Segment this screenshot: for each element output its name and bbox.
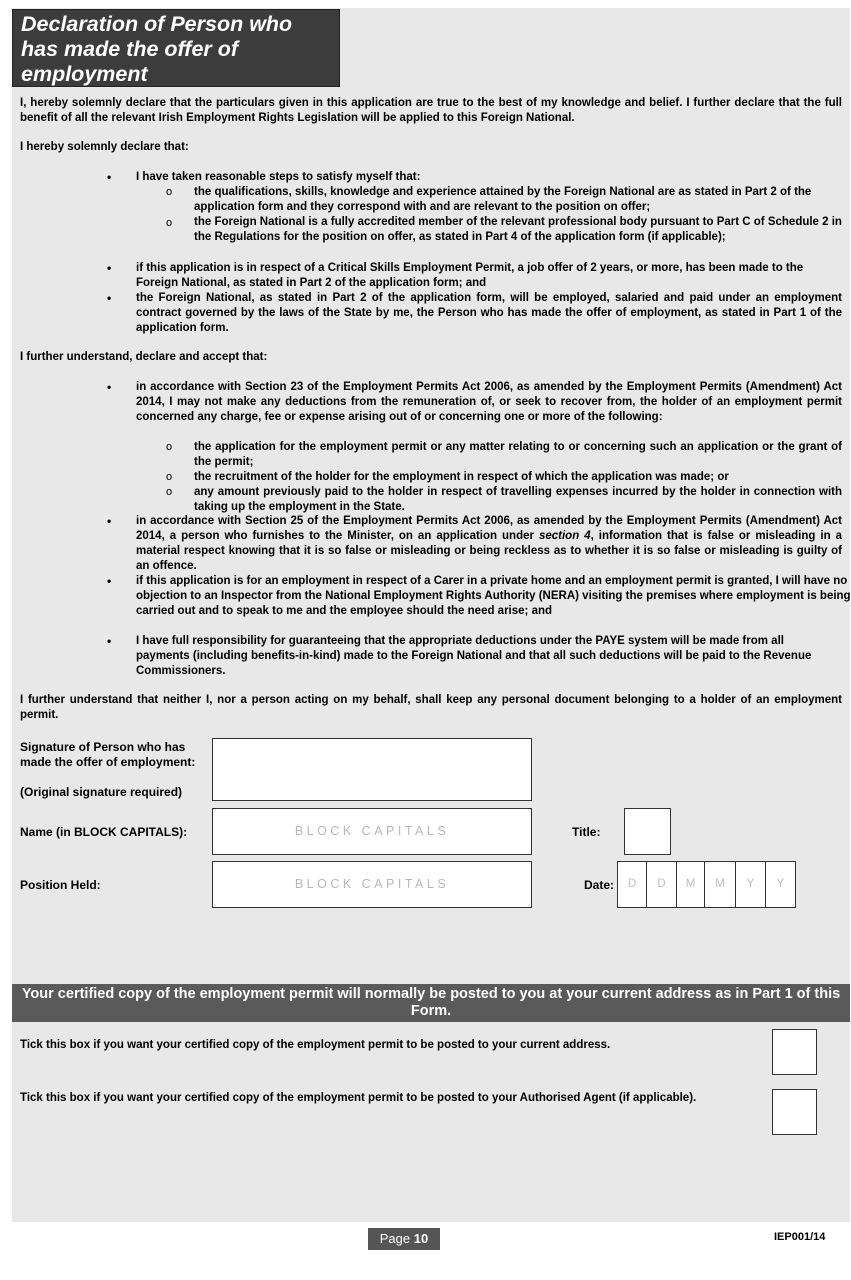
declare-item-3: the Foreign National, as stated in Part 2 of the application form, will be employed, salaried and paid under an employment contract governed by the laws of the State by me, the Person who has made the offer of employment, as stated in Part 1 of the application form.: [136, 292, 842, 334]
page-number-badge: [368, 1228, 440, 1250]
tick-current-address-label: Tick this box if you want your certified copy of the employment permit to be posted to your current address.: [20, 1039, 611, 1051]
form-code: IEP001/14: [774, 1231, 826, 1243]
signature-label: Signature of Person who has made the offer of employment:: [20, 740, 196, 769]
signature-field[interactable]: [212, 738, 532, 801]
intro-declaration: I, hereby solemnly declare that the particulars given in this application are true to the best of my knowledge and belief. I further declare that the full benefit of all the relevant Irish Employment Rights Legislation will be applied to this Foreign National.: [20, 97, 842, 124]
sub-bullet: o: [166, 471, 173, 483]
sub-bullet: o: [166, 486, 173, 498]
name-placeholder: BLOCK CAPITALS: [294, 824, 450, 838]
declare-heading: I hereby solemnly declare that:: [20, 141, 189, 153]
position-placeholder: BLOCK CAPITALS: [294, 877, 450, 891]
understand-item-4: I have full responsibility for guaranteeing that the appropriate deductions under the PAYE system will be made from all payments (including benefits-in-kind) made to the Foreign National and that all such deductions will be paid to the Revenue Commissioners.: [136, 635, 812, 677]
declare-subitem-2: the Foreign National is a fully accredited member of the relevant professional body pursuant to Part C of Schedule 2 in the Regulations for the position on offer, as stated in Part 4 of the application form (if applicable);: [194, 216, 842, 243]
understand-item-2-text-b: , information that is false or misleading in a material respect knowing that it is so false or misleading or being reckless as to whether it is so false or misleading is guilty of an offence.: [136, 530, 843, 572]
understand-item-2-text-a: in accordance with Section 25 of the Employment Permits Act 2006, as amended by the Employment Permits (Amendment) Act 2014, a person who furnishes to the Minister, on an application under: [136, 515, 842, 542]
signature-note: (Original signature required): [20, 785, 183, 799]
page-number: 10: [413, 1231, 429, 1246]
tick-current-address-checkbox[interactable]: [772, 1029, 817, 1075]
date-cell-month-1[interactable]: M: [676, 861, 705, 908]
page-word: Page: [379, 1231, 411, 1246]
name-field[interactable]: [212, 808, 532, 855]
declare-item-1: I have taken reasonable steps to satisfy myself that:: [136, 171, 421, 183]
declare-item-2: if this application is in respect of a Critical Skills Employment Permit, a job offer of 2 years, or more, has been made to the Foreign National, as stated in Part 2 of the application form; and: [136, 262, 804, 289]
date-label: Date:: [584, 878, 615, 892]
bullet: •: [107, 291, 112, 305]
bullet: •: [107, 261, 112, 275]
date-cell-year-2[interactable]: Y: [765, 861, 796, 908]
date-cell-day-2[interactable]: D: [646, 861, 677, 908]
title-field[interactable]: [624, 808, 671, 855]
sub-bullet: o: [166, 217, 173, 229]
understand-heading: I further understand, declare and accept that:: [20, 351, 268, 363]
postal-banner: Your certified copy of the employment permit will normally be posted to you at your current address as in Part 1 of this Form.: [12, 984, 850, 1022]
understand-item-2-italic: section 4: [538, 530, 591, 542]
position-field[interactable]: [212, 861, 532, 908]
tick-agent-checkbox[interactable]: [772, 1089, 817, 1135]
bullet: •: [107, 170, 112, 184]
name-label: Name (in BLOCK CAPITALS):: [20, 825, 188, 839]
bullet: •: [107, 514, 112, 528]
understand-subitem-1: the application for the employment permit or any matter relating to or concerning such an application or the grant of the permit;: [194, 441, 842, 468]
date-cell-month-2[interactable]: M: [704, 861, 736, 908]
final-statement: I further understand that neither I, nor a person acting on my behalf, shall keep any personal document belonging to a holder of an employment permit.: [20, 694, 842, 721]
section-title: Declaration of Person who has made the offer of employment: [12, 9, 340, 87]
understand-item-1: in accordance with Section 23 of the Employment Permits Act 2006, as amended by the Employment Permits (Amendment) Act 2014, I may not make any deductions from the remuneration of, or seek to recover from, the holder of an employment permit concerned any charge, fee or expense arising out of or concerning one or more of the following:: [136, 381, 842, 423]
bullet: •: [107, 574, 112, 588]
bullet: •: [107, 634, 112, 648]
understand-subitem-3: any amount previously paid to the holder in respect of travelling expenses incurred by the holder in connection with taking up the employment in the State.: [194, 486, 842, 513]
understand-item-2: [136, 514, 842, 574]
date-cell-year-1[interactable]: Y: [735, 861, 766, 908]
sub-bullet: o: [166, 186, 173, 198]
understand-subitem-2: the recruitment of the holder for the employment in respect of which the application was made; or: [194, 471, 729, 483]
position-label: Position Held:: [20, 878, 101, 892]
sub-bullet: o: [166, 441, 173, 453]
title-label: Title:: [572, 825, 601, 839]
understand-item-3: if this application is for an employment in respect of a Carer in a private home and an employment permit is granted, I will have no objection to an Inspector from the National Employment Rights Authority (NERA) visiting the premises where employment is being carried out and to speak to me and the employee should the need arise; and: [136, 575, 851, 617]
declare-subitem-1: the qualifications, skills, knowledge and experience attained by the Foreign National are as stated in Part 2 of the application form and they correspond with and are relevant to the position on offer;: [194, 186, 812, 213]
date-cell-day-1[interactable]: D: [617, 861, 647, 908]
bullet: •: [107, 380, 112, 394]
tick-agent-label: Tick this box if you want your certified copy of the employment permit to be posted to your Authorised Agent (if applicable).: [20, 1092, 697, 1104]
